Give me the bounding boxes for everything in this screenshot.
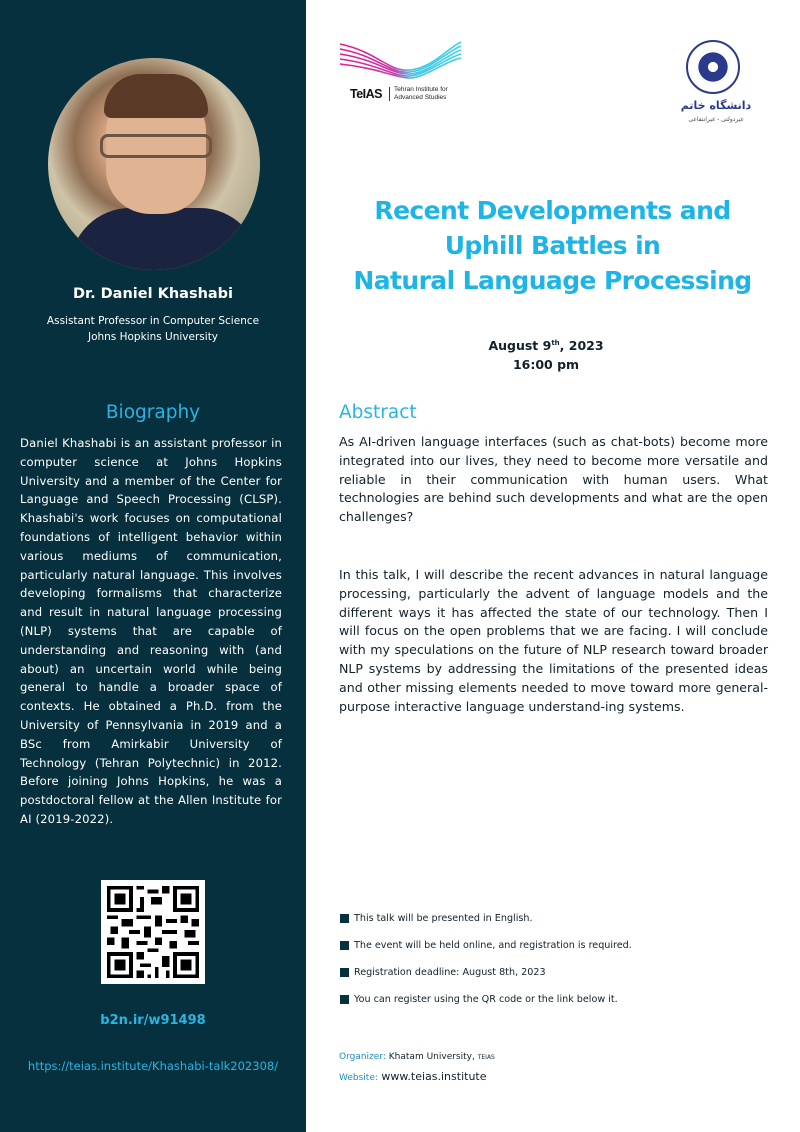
abstract-paragraph-1: As AI-driven language interfaces (such as chat-bots) become more integrated into our lives, they need to become more versatile and reliable in their communication with human users. What technologies are behind such developments and what are the open challenges?: [339, 434, 768, 525]
qr-code-icon: [107, 886, 199, 978]
talk-time: 16:00 pm: [512, 357, 580, 373]
date-main: August 9: [488, 338, 552, 354]
speaker-name: Dr. Daniel Khashabi: [72, 286, 234, 302]
photo-shirt: [70, 208, 260, 270]
khatam-university-name: دانشگاه خاتم: [680, 99, 752, 112]
short-registration-link[interactable]: b2n.ir/w91498: [100, 1013, 206, 1028]
teias-waves-icon: [338, 40, 463, 82]
organizer-teias: TEIAS: [477, 1054, 495, 1061]
note-item: [340, 959, 632, 986]
website-line: [339, 1070, 487, 1083]
talk-title-line2: Uphill Battles in: [444, 231, 661, 260]
biography-heading: Biography: [105, 402, 201, 423]
website-label: Website:: [339, 1073, 378, 1083]
emblem-inner: [696, 50, 730, 84]
talk-title-line3: Natural Language Processing: [353, 266, 752, 295]
bullet-square-icon: [340, 941, 349, 950]
sidebar: [0, 0, 306, 1132]
qr-code[interactable]: [101, 880, 205, 984]
teias-subtitle-line1: Tehran Institute for: [394, 86, 448, 93]
talk-title: [330, 193, 775, 298]
organizer-line: [339, 1052, 495, 1062]
khatam-university-subtitle: غیردولتی - غیرانتفاعی: [688, 116, 744, 123]
date-sup: th: [551, 339, 560, 347]
event-notes: [340, 905, 632, 1013]
speaker-position: Assistant Professor in Computer Science: [46, 315, 260, 327]
website-link[interactable]: www.teias.institute: [381, 1070, 487, 1083]
teias-subtitle: [394, 86, 448, 101]
bullet-square-icon: [340, 914, 349, 923]
note-text: Registration deadline: August 8th, 2023: [354, 967, 546, 978]
photo-hair: [104, 74, 208, 118]
speaker-role: [0, 313, 306, 345]
note-item: [340, 932, 632, 959]
note-item: [340, 986, 632, 1013]
teias-logo: [338, 40, 463, 105]
teias-wordmark: TeIAS: [350, 87, 382, 101]
registration-url-link[interactable]: https://teias.institute/Khashabi-talk202308/: [27, 1059, 279, 1073]
khatam-university-emblem-icon: [686, 40, 740, 94]
organizer-value: Khatam University,: [388, 1052, 475, 1062]
note-text: The event will be held online, and registration is required.: [354, 940, 632, 951]
date-year: , 2023: [559, 338, 604, 354]
note-text: You can register using the QR code or the link below it.: [354, 994, 618, 1005]
talk-datetime: [330, 334, 762, 374]
abstract-paragraph-2: In this talk, I will describe the recent advances in natural language processing, particularly the advent of language models and the different ways it has affected the state of our technology. Then I will focus on the open problems that we are facing. I will conclude with my speculations on the future of NLP research toward broader NLP systems by addressing the limitations of the presented ideas and other missing elements needed to move toward more general-purpose interactive language understand-ing systems.: [339, 567, 768, 714]
talk-date: [330, 334, 762, 355]
abstract-heading: Abstract: [339, 402, 417, 423]
teias-subtitle-line2: Advanced Studies: [394, 93, 447, 101]
teias-separator: [389, 87, 390, 101]
organizer-label: Organizer:: [339, 1052, 386, 1062]
bullet-square-icon: [340, 968, 349, 977]
bullet-square-icon: [340, 995, 349, 1004]
note-item: [340, 905, 632, 932]
photo-glasses: [100, 134, 212, 158]
talk-title-line1: Recent Developments and: [374, 196, 731, 225]
speaker-affiliation: Johns Hopkins University: [87, 331, 219, 343]
speaker-photo: [48, 58, 260, 270]
biography-text: Daniel Khashabi is an assistant professor in computer science at Johns Hopkins University and a member of the Center for Language and Speech Processing (CLSP). Khashabi's work focuses on computational foundations of intelligent behavior within various mediums of communication, particularly natural language. This involves developing formalisms that characterize and result in natural language processing (NLP) systems that are capable of understanding and reasoning with (and about) an uncertain world while being general to handle a broader space of contexts. He obtained a Ph.D. from the University of Pennsylvania in 2019 and a BSc from Amirkabir University of Technology (Tehran Polytechnic) in 2012. Before joining Johns Hopkins, he was a postdoctoral fellow at the Allen Institute for AI (2019-2022).: [20, 436, 282, 826]
note-text: This talk will be presented in English.: [354, 913, 533, 924]
